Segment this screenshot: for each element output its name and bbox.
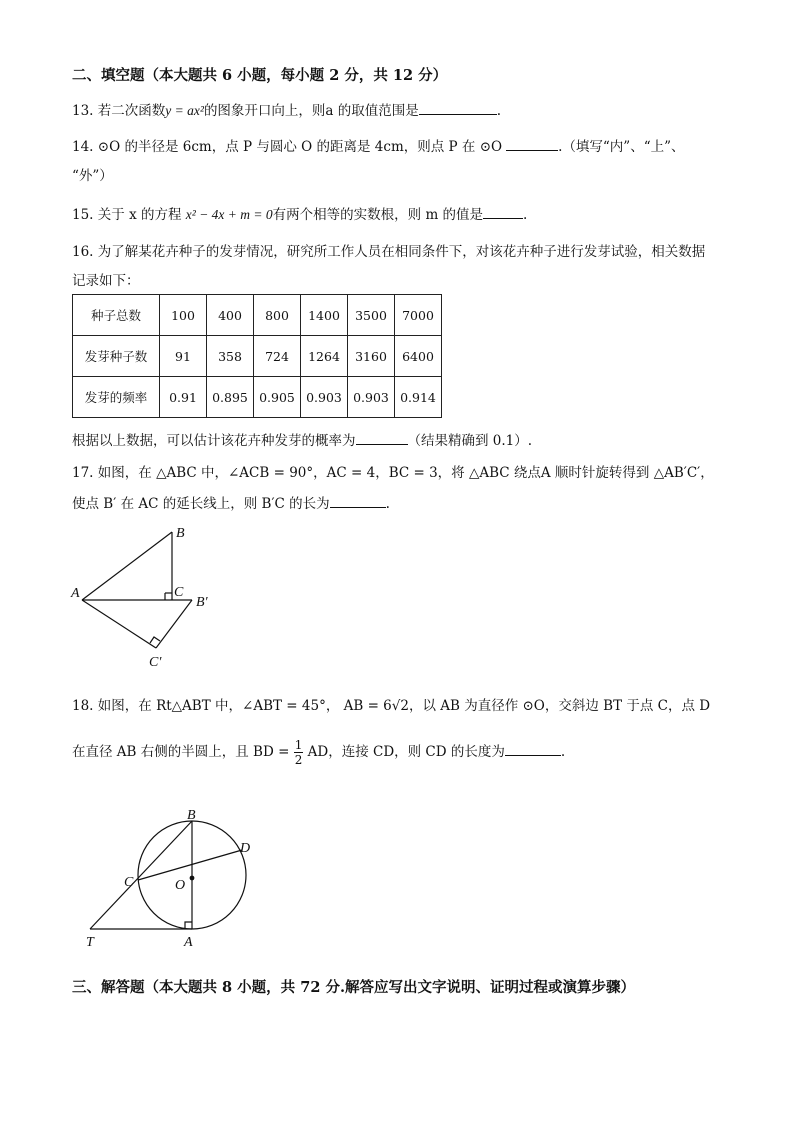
question-number: 17. xyxy=(72,465,94,481)
label-c: C xyxy=(124,875,134,890)
table-cell: 3160 xyxy=(348,336,395,377)
table-cell: 91 xyxy=(160,336,207,377)
table-cell: 种子总数 xyxy=(73,295,160,336)
question-text: . xyxy=(523,207,528,223)
table-cell: 0.905 xyxy=(254,377,301,418)
label-d: D xyxy=(240,841,251,856)
segment-ac-prime xyxy=(82,600,156,648)
table-cell: 发芽种子数 xyxy=(73,336,160,377)
label-b: B xyxy=(176,526,185,541)
table-cell: 0.895 xyxy=(207,377,254,418)
figure-circle-triangle xyxy=(78,800,278,958)
fraction-numerator: 1 xyxy=(294,738,303,752)
answer-blank xyxy=(506,136,558,151)
question-text: 在直径 AB 右侧的半圆上，且 BD = xyxy=(72,744,290,760)
question-text: （结果精确到 0.1）. xyxy=(407,433,533,449)
question-text: 根据以上数据，可以估计该花卉种发芽的概率为 xyxy=(72,433,356,449)
question-number: 14. xyxy=(72,139,94,155)
question-text: 有两个相等的实数根，则 m 的值是 xyxy=(272,207,484,223)
right-angle-mark xyxy=(150,637,160,643)
question-18-line2 xyxy=(72,738,565,767)
question-14 xyxy=(72,135,685,155)
table-row xyxy=(73,295,442,336)
question-number: 15. xyxy=(72,207,94,223)
table-row xyxy=(73,377,442,418)
segment-c-prime-b-prime xyxy=(156,600,192,648)
question-number: 13. xyxy=(72,103,94,119)
center-point xyxy=(190,876,195,881)
question-text: 如图，在 △ABC 中，∠ACB = 90°，AC = 4，BC = 3，将 △ABC 绕点A 顺时针旋转得到 △AB′C′， xyxy=(97,465,714,481)
answer-blank xyxy=(505,741,561,756)
question-16-after xyxy=(72,429,532,449)
question-text: . xyxy=(385,496,390,512)
question-15 xyxy=(72,203,527,223)
label-t: T xyxy=(86,935,94,950)
table-cell: 0.903 xyxy=(301,377,348,418)
table-cell: 1400 xyxy=(301,295,348,336)
answer-blank xyxy=(419,100,497,115)
table-cell: 发芽的频率 xyxy=(73,377,160,418)
question-text: .（填写“内”、“上”、 xyxy=(558,139,685,155)
table-cell: 0.914 xyxy=(395,377,442,418)
segment-ab xyxy=(82,532,172,600)
question-text: . xyxy=(496,103,502,119)
question-text: ⊙O 的半径是 6cm，点 P 与圆心 O 的距离是 4cm，则点 P 在 ⊙O xyxy=(97,139,503,155)
question-17-line2 xyxy=(72,492,390,512)
fraction xyxy=(294,738,304,767)
right-angle-mark xyxy=(185,922,192,929)
answer-blank xyxy=(356,430,408,445)
question-14-line2: “外”） xyxy=(72,168,113,184)
table-cell: 1264 xyxy=(301,336,348,377)
table-cell: 724 xyxy=(254,336,301,377)
table-cell: 0.91 xyxy=(160,377,207,418)
answer-blank xyxy=(483,204,523,219)
question-text: 若二次函数 xyxy=(97,103,166,119)
figure-rotated-triangle xyxy=(60,520,230,680)
question-number: 16. xyxy=(72,244,94,260)
question-text: 的图象开口向上，则a 的取值范围是 xyxy=(203,103,419,119)
label-o: O xyxy=(175,878,186,893)
question-text: AD，连接 CD，则 CD 的长度为 xyxy=(307,744,505,760)
question-13 xyxy=(72,99,501,119)
section-heading-fill-in: 二、填空题（本大题共 6 小题，每小题 2 分，共 12 分） xyxy=(72,67,448,84)
table-cell: 7000 xyxy=(395,295,442,336)
table-cell: 358 xyxy=(207,336,254,377)
question-text: 为了解某花卉种子的发芽情况，研究所工作人员在相同条件下，对该花卉种子进行发芽试验，相关数据 xyxy=(97,244,706,260)
segment-cd xyxy=(138,850,242,880)
question-16-line2: 记录如下： xyxy=(72,273,140,289)
formula: x² − 4x + m = 0 xyxy=(185,207,273,222)
question-number: 18. xyxy=(72,698,94,714)
question-16 xyxy=(72,240,705,260)
table-cell: 800 xyxy=(254,295,301,336)
table-cell: 6400 xyxy=(395,336,442,377)
label-a: A xyxy=(184,935,193,950)
table-cell: 3500 xyxy=(348,295,395,336)
table-cell: 0.903 xyxy=(348,377,395,418)
label-c: C xyxy=(174,585,184,600)
table-cell: 400 xyxy=(207,295,254,336)
label-c-prime: C′ xyxy=(149,655,162,670)
section-heading-solutions: 三、解答题（本大题共 8 小题，共 72 分.解答应写出文字说明、证明过程或演算步骤） xyxy=(72,979,636,996)
question-18 xyxy=(72,694,710,714)
table-row xyxy=(73,336,442,377)
segment-bt xyxy=(90,821,192,929)
answer-blank xyxy=(330,493,386,508)
formula: y = ax² xyxy=(165,103,204,118)
question-text: . xyxy=(560,744,566,760)
question-text: 关于 x 的方程 xyxy=(97,207,182,223)
question-text: 如图，在 Rt△ABT 中，∠ABT = 45°， AB = 6√2，以 AB 为直径作 ⊙O，交斜边 BT 于点 C，点 D xyxy=(97,698,711,714)
label-b-prime: B′ xyxy=(196,595,208,610)
label-b: B xyxy=(187,808,196,823)
table-cell: 100 xyxy=(160,295,207,336)
label-a: A xyxy=(71,586,80,601)
germination-table xyxy=(72,294,442,418)
question-17 xyxy=(72,461,714,481)
question-text: 使点 B′ 在 AC 的延长线上，则 B′C 的长为 xyxy=(72,496,330,512)
fraction-denominator: 2 xyxy=(294,753,303,767)
